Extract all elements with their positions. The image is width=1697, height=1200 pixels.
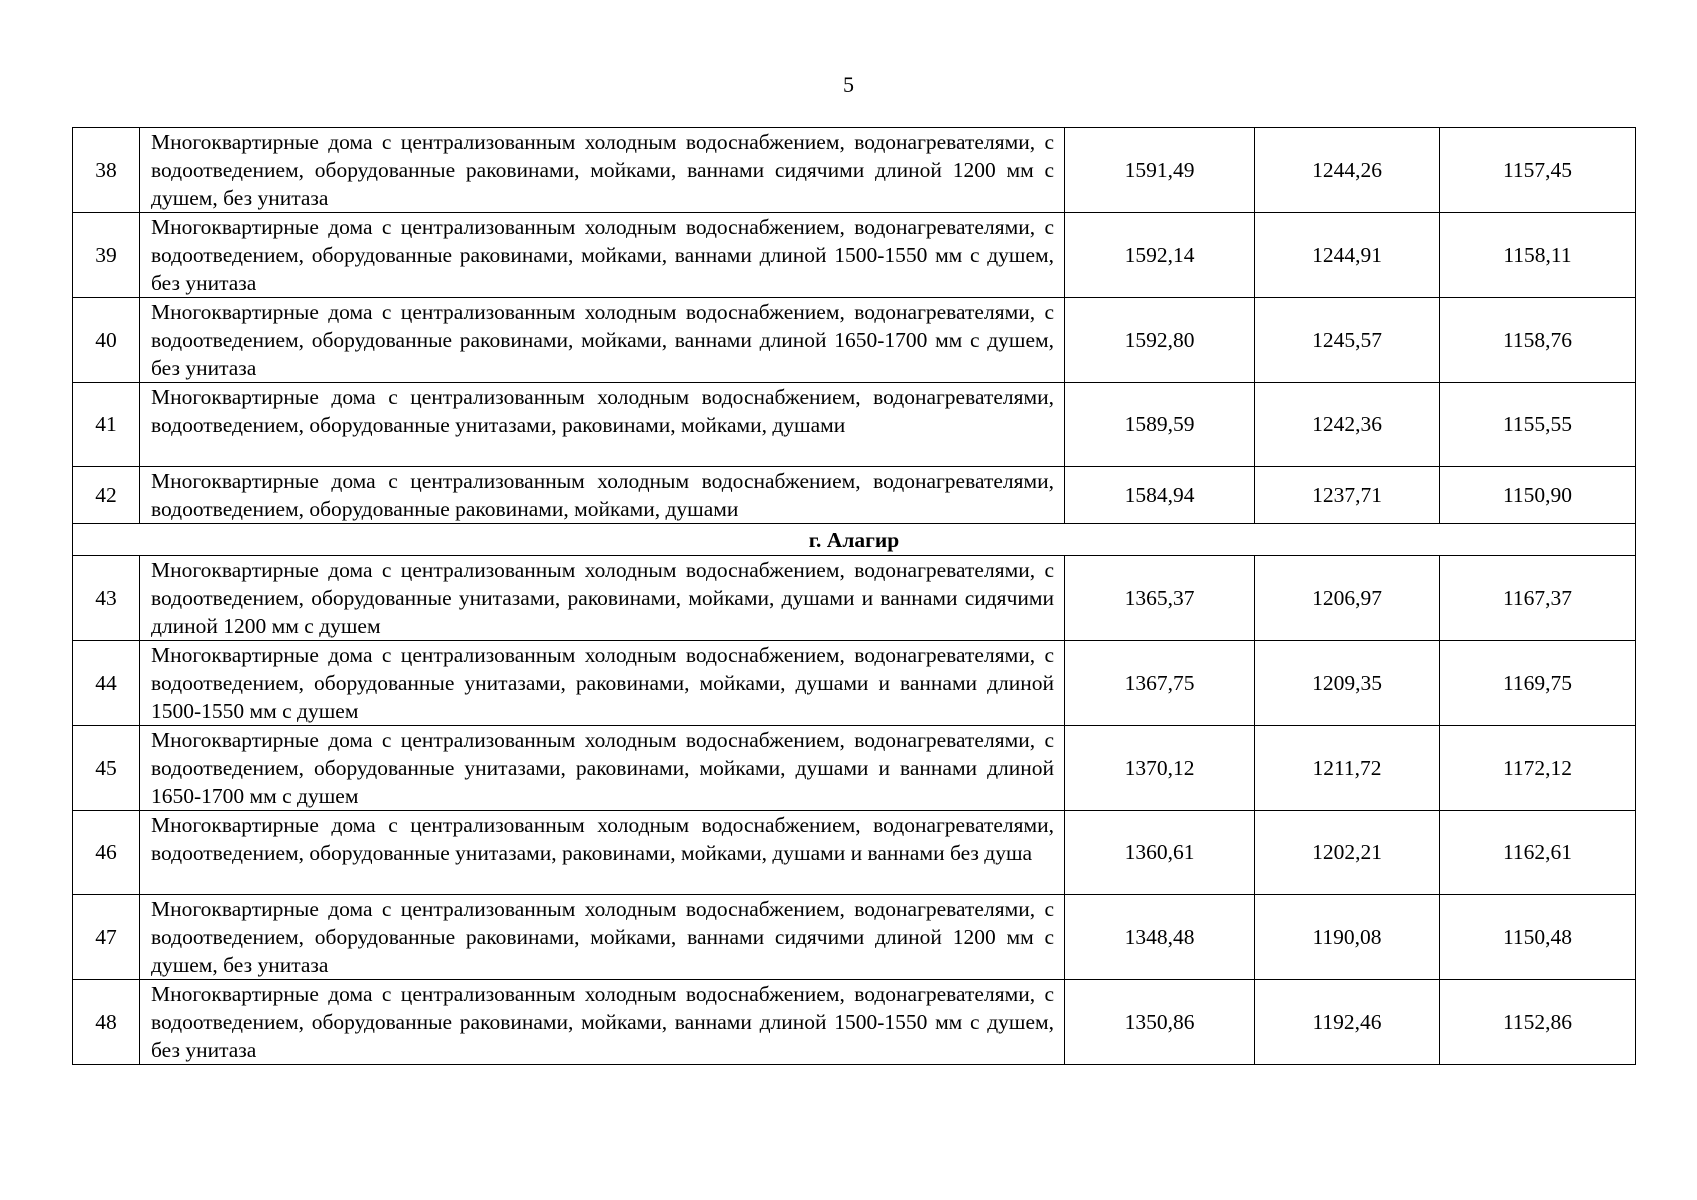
page-number: 5 (843, 72, 854, 97)
row-description: Многоквартирные дома с централизованным холодным водоснабжением, водонагревателями, с водоотведением, оборудованные раковинами, мойками, ваннами сидячими длиной 1200 мм с душем, без унитаза (140, 895, 1065, 980)
row-number: 45 (73, 726, 140, 811)
row-value-1: 1367,75 (1065, 641, 1255, 726)
row-number: 39 (73, 213, 140, 298)
table-row (73, 213, 1636, 298)
table-row (73, 298, 1636, 383)
row-number: 46 (73, 811, 140, 895)
tariff-table (72, 127, 1636, 1065)
table-row (73, 895, 1636, 980)
row-description: Многоквартирные дома с централизованным холодным водоснабжением, водонагревателями, с водоотведением, оборудованные раковинами, мойками, ваннами длиной 1500-1550 мм с душем, без унитаза (140, 213, 1065, 298)
row-description: Многоквартирные дома с централизованным холодным водоснабжением, водонагревателями, с водоотведением, оборудованные унитазами, раковинами, мойками, душами и ваннами длиной 1500-1550 мм с душем (140, 641, 1065, 726)
row-description: Многоквартирные дома с централизованным холодным водоснабжением, водонагревателями, с водоотведением, оборудованные унитазами, раковинами, мойками, душами и ваннами длиной 1650-1700 мм с душем (140, 726, 1065, 811)
row-value-2: 1192,46 (1255, 980, 1440, 1065)
table-row (73, 726, 1636, 811)
row-value-1: 1592,80 (1065, 298, 1255, 383)
row-value-1: 1584,94 (1065, 467, 1255, 524)
row-value-1: 1370,12 (1065, 726, 1255, 811)
row-value-2: 1190,08 (1255, 895, 1440, 980)
row-value-1: 1350,86 (1065, 980, 1255, 1065)
row-value-2: 1245,57 (1255, 298, 1440, 383)
row-number: 38 (73, 128, 140, 213)
row-number: 44 (73, 641, 140, 726)
row-value-3: 1167,37 (1440, 556, 1636, 641)
row-value-2: 1244,26 (1255, 128, 1440, 213)
row-value-2: 1209,35 (1255, 641, 1440, 726)
row-value-3: 1158,11 (1440, 213, 1636, 298)
row-description: Многоквартирные дома с централизованным холодным водоснабжением, водонагревателями, водоотведением, оборудованные унитазами, раковинами, мойками, душами и ваннами без душа (140, 811, 1065, 895)
row-number: 47 (73, 895, 140, 980)
row-number: 40 (73, 298, 140, 383)
table-row (73, 980, 1636, 1065)
table-row (73, 128, 1636, 213)
row-number: 41 (73, 383, 140, 467)
row-value-1: 1365,37 (1065, 556, 1255, 641)
row-description: Многоквартирные дома с централизованным холодным водоснабжением, водонагревателями, с водоотведением, оборудованные раковинами, мойками, ваннами длиной 1500-1550 мм с душем, без унитаза (140, 980, 1065, 1065)
row-value-1: 1360,61 (1065, 811, 1255, 895)
row-description: Многоквартирные дома с централизованным холодным водоснабжением, водонагревателями, водоотведением, оборудованные унитазами, раковинами, мойками, душами (140, 383, 1065, 467)
row-value-3: 1158,76 (1440, 298, 1636, 383)
row-value-1: 1592,14 (1065, 213, 1255, 298)
row-value-2: 1206,97 (1255, 556, 1440, 641)
row-value-3: 1150,48 (1440, 895, 1636, 980)
row-value-1: 1589,59 (1065, 383, 1255, 467)
row-description: Многоквартирные дома с централизованным холодным водоснабжением, водонагревателями, с водоотведением, оборудованные унитазами, раковинами, мойками, душами и ваннами сидячими длиной 1200 мм с душем (140, 556, 1065, 641)
table-row (73, 467, 1636, 524)
row-value-1: 1591,49 (1065, 128, 1255, 213)
table-row (73, 383, 1636, 467)
row-value-2: 1237,71 (1255, 467, 1440, 524)
section-header-row (73, 524, 1636, 556)
section-title: г. Алагир (73, 524, 1636, 556)
row-value-2: 1244,91 (1255, 213, 1440, 298)
row-number: 43 (73, 556, 140, 641)
row-description: Многоквартирные дома с централизованным холодным водоснабжением, водонагревателями, водоотведением, оборудованные раковинами, мойками, душами (140, 467, 1065, 524)
row-value-3: 1155,55 (1440, 383, 1636, 467)
row-value-3: 1169,75 (1440, 641, 1636, 726)
row-value-3: 1157,45 (1440, 128, 1636, 213)
row-number: 42 (73, 467, 140, 524)
table-row (73, 556, 1636, 641)
table-row (73, 641, 1636, 726)
row-value-2: 1211,72 (1255, 726, 1440, 811)
row-value-2: 1242,36 (1255, 383, 1440, 467)
row-value-3: 1152,86 (1440, 980, 1636, 1065)
row-value-1: 1348,48 (1065, 895, 1255, 980)
row-number: 48 (73, 980, 140, 1065)
row-value-3: 1150,90 (1440, 467, 1636, 524)
row-value-3: 1172,12 (1440, 726, 1636, 811)
table-row (73, 811, 1636, 895)
row-value-3: 1162,61 (1440, 811, 1636, 895)
row-description: Многоквартирные дома с централизованным холодным водоснабжением, водонагревателями, с водоотведением, оборудованные раковинами, мойками, ваннами сидячими длиной 1200 мм с душем, без унитаза (140, 128, 1065, 213)
row-description: Многоквартирные дома с централизованным холодным водоснабжением, водонагревателями, с водоотведением, оборудованные раковинами, мойками, ваннами длиной 1650-1700 мм с душем, без унитаза (140, 298, 1065, 383)
row-value-2: 1202,21 (1255, 811, 1440, 895)
